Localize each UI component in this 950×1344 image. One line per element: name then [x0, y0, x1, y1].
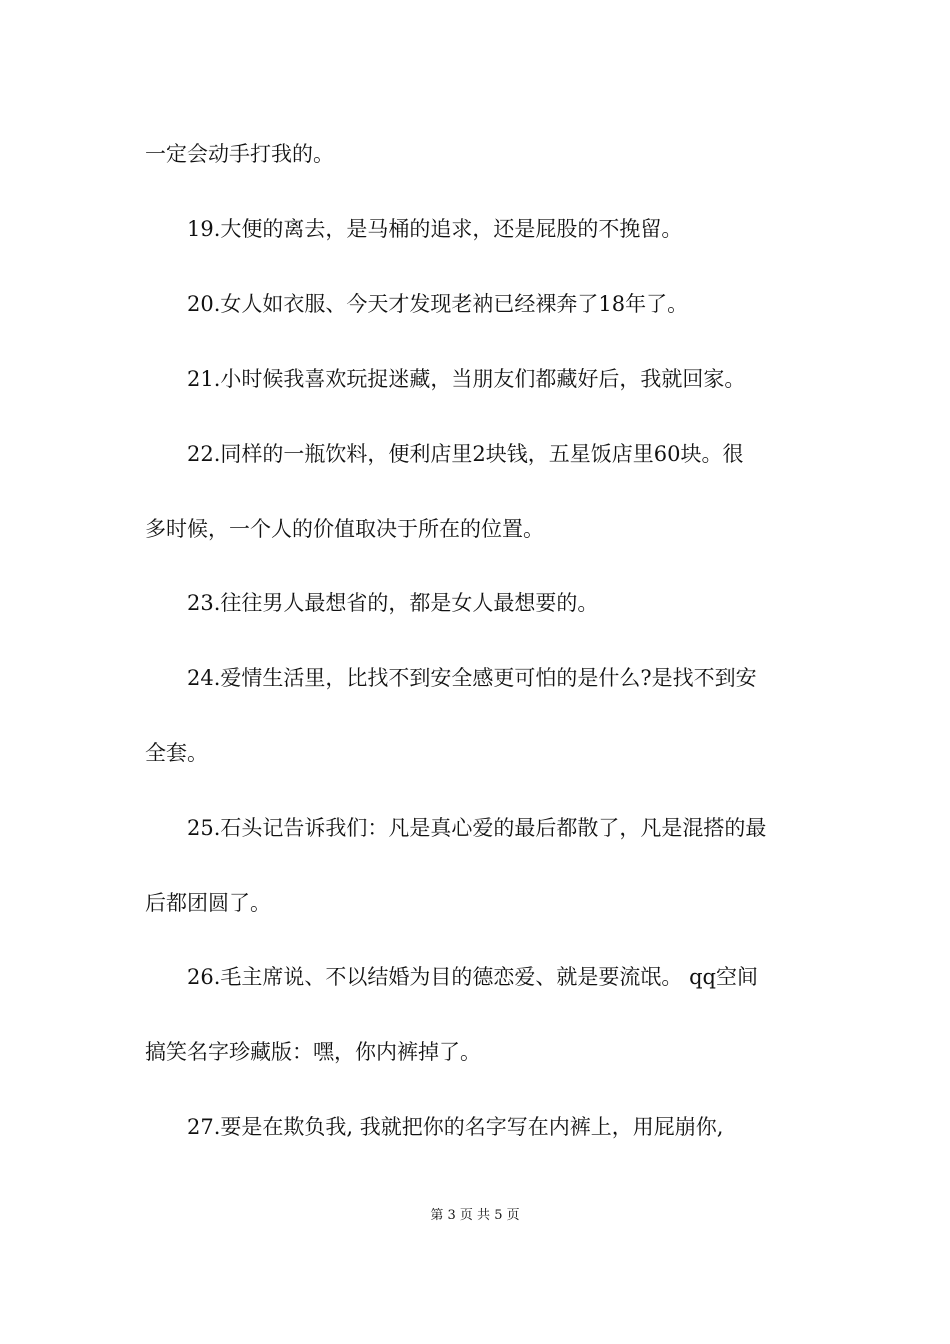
text-line: 22.同样的一瓶饮料，便利店里2块钱，五星饭店里60块。很: [187, 442, 744, 466]
page-number-footer: 第 3 页 共 5 页: [430, 1208, 520, 1223]
text-line: 19.大便的离去，是马桶的追求，还是屁股的不挽留。: [187, 217, 683, 241]
text-line: 搞笑名字珍藏版：嘿，你内裤掉了。: [145, 1040, 481, 1064]
text-line: 26.毛主席说、不以结婚为目的德恋爱、就是要流氓。 qq空间: [187, 965, 758, 989]
text-line: 多时候，一个人的价值取决于所在的位置。: [145, 517, 544, 541]
text-line: 24.爱情生活里，比找不到安全感更可怕的是什么?是找不到安: [187, 666, 757, 690]
text-line: 一定会动手打我的。: [145, 142, 334, 166]
text-line: 20.女人如衣服、今天才发现老衲已经裸奔了18年了。: [187, 292, 689, 316]
text-line: 后都团圆了。: [145, 891, 271, 915]
text-line: 21.小时候我喜欢玩捉迷藏，当朋友们都藏好后，我就回家。: [187, 367, 746, 391]
text-line: 25.石头记告诉我们：凡是真心爱的最后都散了，凡是混搭的最: [187, 816, 767, 840]
text-line: 全套。: [145, 741, 208, 765]
text-line: 27.要是在欺负我, 我就把你的名字写在内裤上，用屁崩你,: [187, 1115, 724, 1139]
text-line: 23.往往男人最想省的，都是女人最想要的。: [187, 591, 599, 615]
